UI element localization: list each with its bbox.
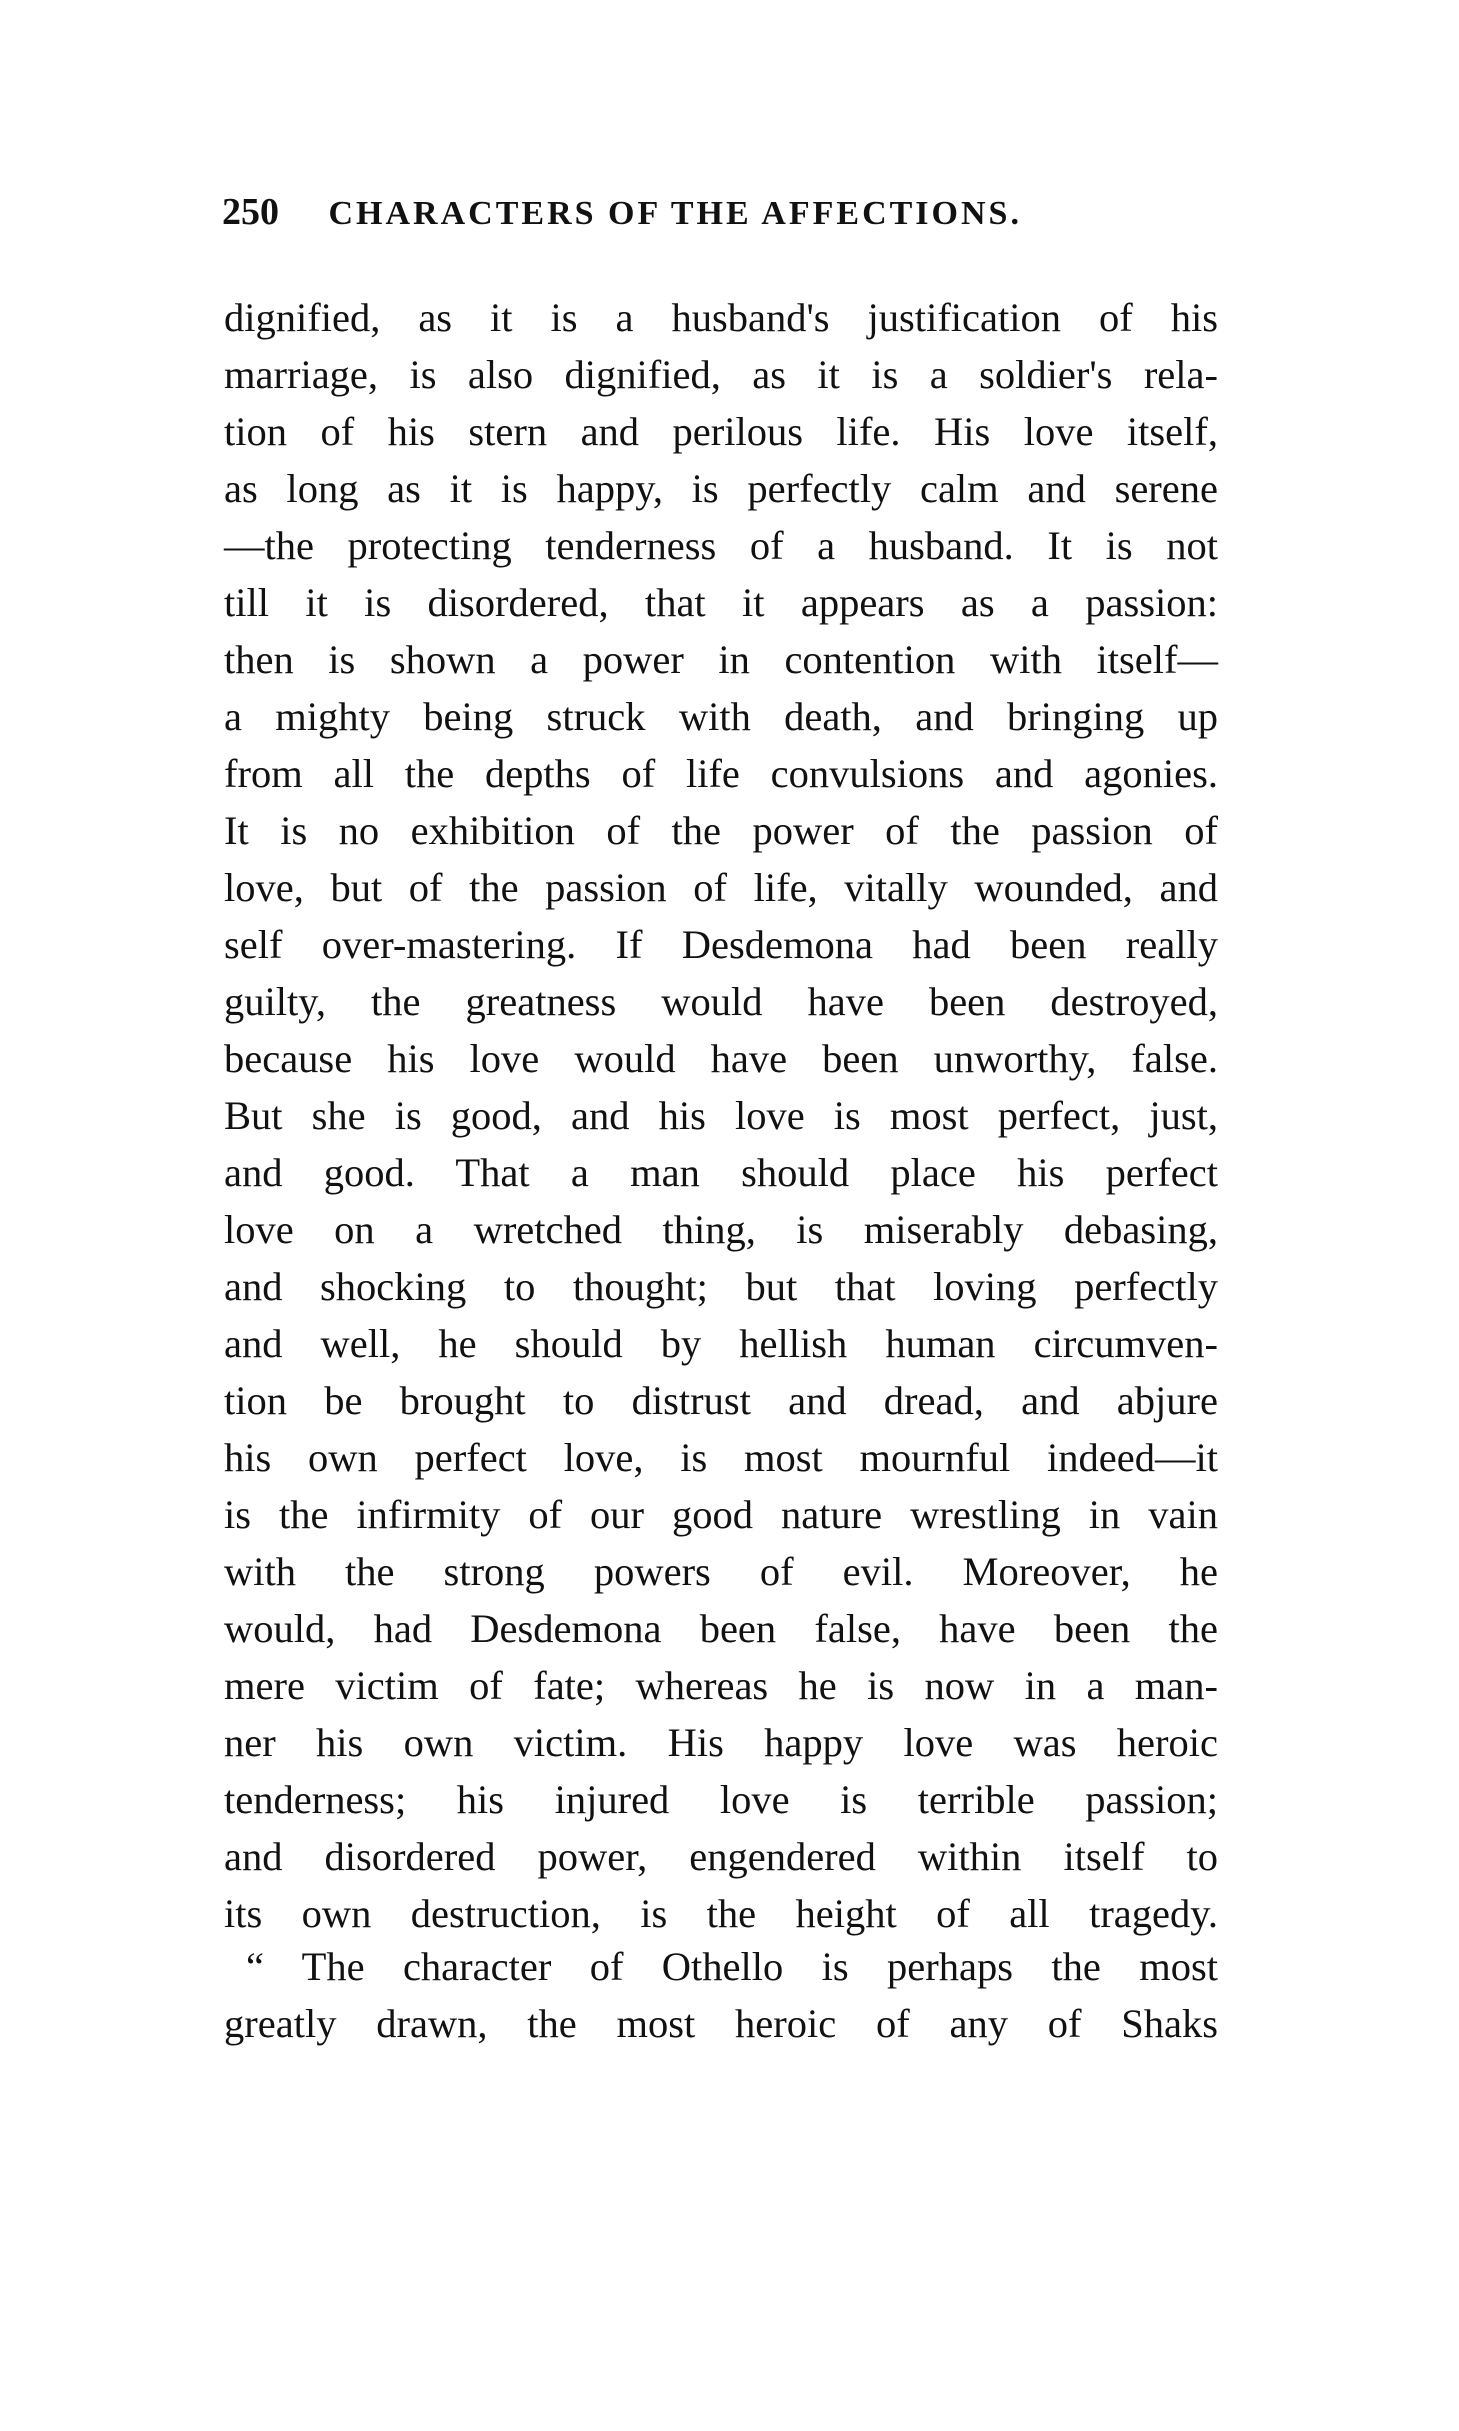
text-line: tion of his stern and perilous life. His love itself, xyxy=(224,409,1218,454)
text-line: a mighty being struck with death, and bringing up xyxy=(224,694,1218,739)
text-line: tion be brought to distrust and dread, and abjure xyxy=(224,1378,1218,1423)
running-header xyxy=(222,190,1222,234)
running-title: CHARACTERS OF THE AFFECTIONS. xyxy=(328,195,1022,232)
body-text xyxy=(224,289,1218,2052)
text-line: then is shown a power in contention with itself— xyxy=(224,637,1218,682)
text-line: and shocking to thought; but that loving perfectly xyxy=(224,1264,1218,1309)
text-line: mere victim of fate; whereas he is now in a man- xyxy=(224,1663,1218,1708)
text-line: love, but of the passion of life, vitally wounded, and xyxy=(224,865,1218,910)
text-line: “ The character of Othello is perhaps the most xyxy=(246,1944,1218,1989)
text-line: its own destruction, is the height of all tragedy. xyxy=(224,1891,1218,1936)
text-line: guilty, the greatness would have been destroyed, xyxy=(224,979,1218,1024)
text-line: But she is good, and his love is most perfect, just, xyxy=(224,1093,1218,1138)
text-line: marriage, is also dignified, as it is a soldier's rela- xyxy=(224,352,1218,397)
text-line: greatly drawn, the most heroic of any of Shaks xyxy=(224,2001,1218,2046)
text-line: as long as it is happy, is perfectly calm and serene xyxy=(224,466,1218,511)
text-line: —the protecting tenderness of a husband. It is not xyxy=(224,523,1218,568)
text-line: because his love would have been unworthy, false. xyxy=(224,1036,1218,1081)
text-line: his own perfect love, is most mournful indeed—it xyxy=(224,1435,1218,1480)
text-line: and disordered power, engendered within itself to xyxy=(224,1834,1218,1879)
text-line: till it is disordered, that it appears as a passion: xyxy=(224,580,1218,625)
text-line: from all the depths of life convulsions and agonies. xyxy=(224,751,1218,796)
text-line: self over-mastering. If Desdemona had been really xyxy=(224,922,1218,967)
text-line: with the strong powers of evil. Moreover, he xyxy=(224,1549,1218,1594)
text-line: ner his own victim. His happy love was heroic xyxy=(224,1720,1218,1765)
text-line: is the infirmity of our good nature wrestling in vain xyxy=(224,1492,1218,1537)
text-line: love on a wretched thing, is miserably debasing, xyxy=(224,1207,1218,1252)
text-line: and good. That a man should place his perfect xyxy=(224,1150,1218,1195)
text-line: would, had Desdemona been false, have been the xyxy=(224,1606,1218,1651)
text-line: and well, he should by hellish human circumven- xyxy=(224,1321,1218,1366)
text-line: dignified, as it is a husband's justification of his xyxy=(224,295,1218,340)
text-line: It is no exhibition of the power of the passion of xyxy=(224,808,1218,853)
text-line: tenderness; his injured love is terrible passion; xyxy=(224,1777,1218,1822)
page-number: 250 xyxy=(222,191,279,233)
